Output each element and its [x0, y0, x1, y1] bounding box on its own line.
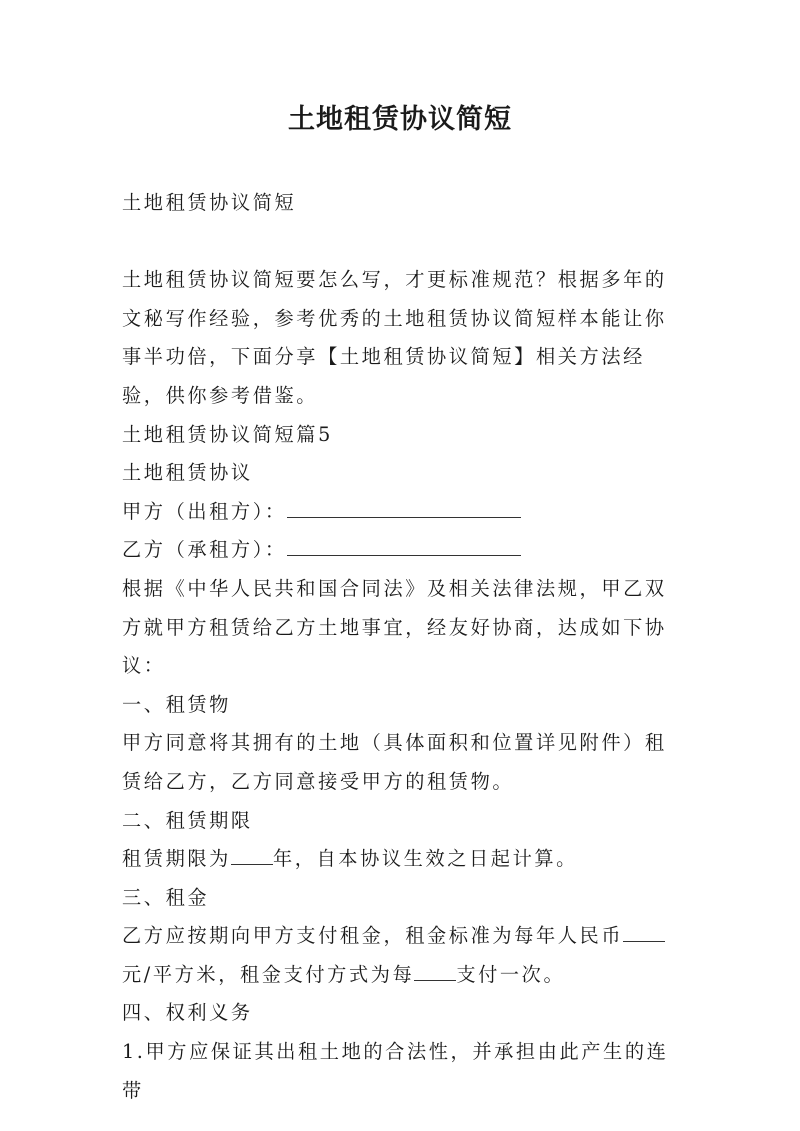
rent-text-part2: 元/平方米，租金支付方式为每 [122, 962, 415, 986]
party-b-label: 乙方（承租方）： [122, 538, 287, 562]
section-heading-3: 三、租金 [122, 885, 210, 909]
party-a-label: 甲方（出租方）： [122, 499, 287, 523]
party-b-line [122, 531, 688, 570]
rent-text-part1: 乙方应按期向甲方支付租金，租金标准为每年人民币 [122, 924, 624, 948]
section-text-4: 1.甲方应保证其出租土地的合法性，并承担由此产生的连带 [122, 1040, 669, 1102]
lease-term-text-before: 租赁期限为 [122, 847, 231, 871]
contract-title: 土地租赁协议 [122, 461, 253, 485]
section-text-1: 甲方同意将其拥有的土地（具体面积和位置详见附件）租赁给乙方，乙方同意接受甲方的租赁物。 [122, 731, 667, 793]
document-body [122, 184, 688, 1110]
preamble-paragraph: 根据《中华人民共和国合同法》及相关法律法规，甲乙双方就甲方租赁给乙方土地事宜，经友好协商，达成如下协议： [122, 576, 667, 678]
section-heading-4: 四、权利义务 [122, 1001, 253, 1025]
section-heading-1: 一、租赁物 [122, 692, 231, 716]
lease-term-text-after: 年，自本协议生效之日起计算。 [272, 847, 578, 871]
section-text-3 [122, 917, 688, 994]
document-title: 土地租赁协议简短 [288, 104, 512, 135]
chapter-heading: 土地租赁协议简短篇5 [122, 422, 333, 446]
party-a-blank [287, 495, 521, 518]
rent-period-blank [414, 958, 456, 981]
section-heading-2: 二、租赁期限 [122, 808, 253, 832]
section-text-2 [122, 840, 688, 879]
document-subtitle: 土地租赁协议简短 [122, 191, 297, 214]
party-b-blank [287, 533, 521, 556]
rent-text-part3: 支付一次。 [456, 962, 566, 986]
lease-term-blank [231, 842, 273, 865]
rent-amount-blank [623, 919, 665, 942]
party-a-line [122, 493, 688, 532]
intro-paragraph: 土地租赁协议简短要怎么写，才更标准规范？根据多年的文秘写作经验，参考优秀的土地租赁协议简短样本能让你事半功倍，下面分享【土地租赁协议简短】相关方法经验，供你参考借鉴。 [122, 268, 667, 407]
spacer [122, 223, 688, 262]
